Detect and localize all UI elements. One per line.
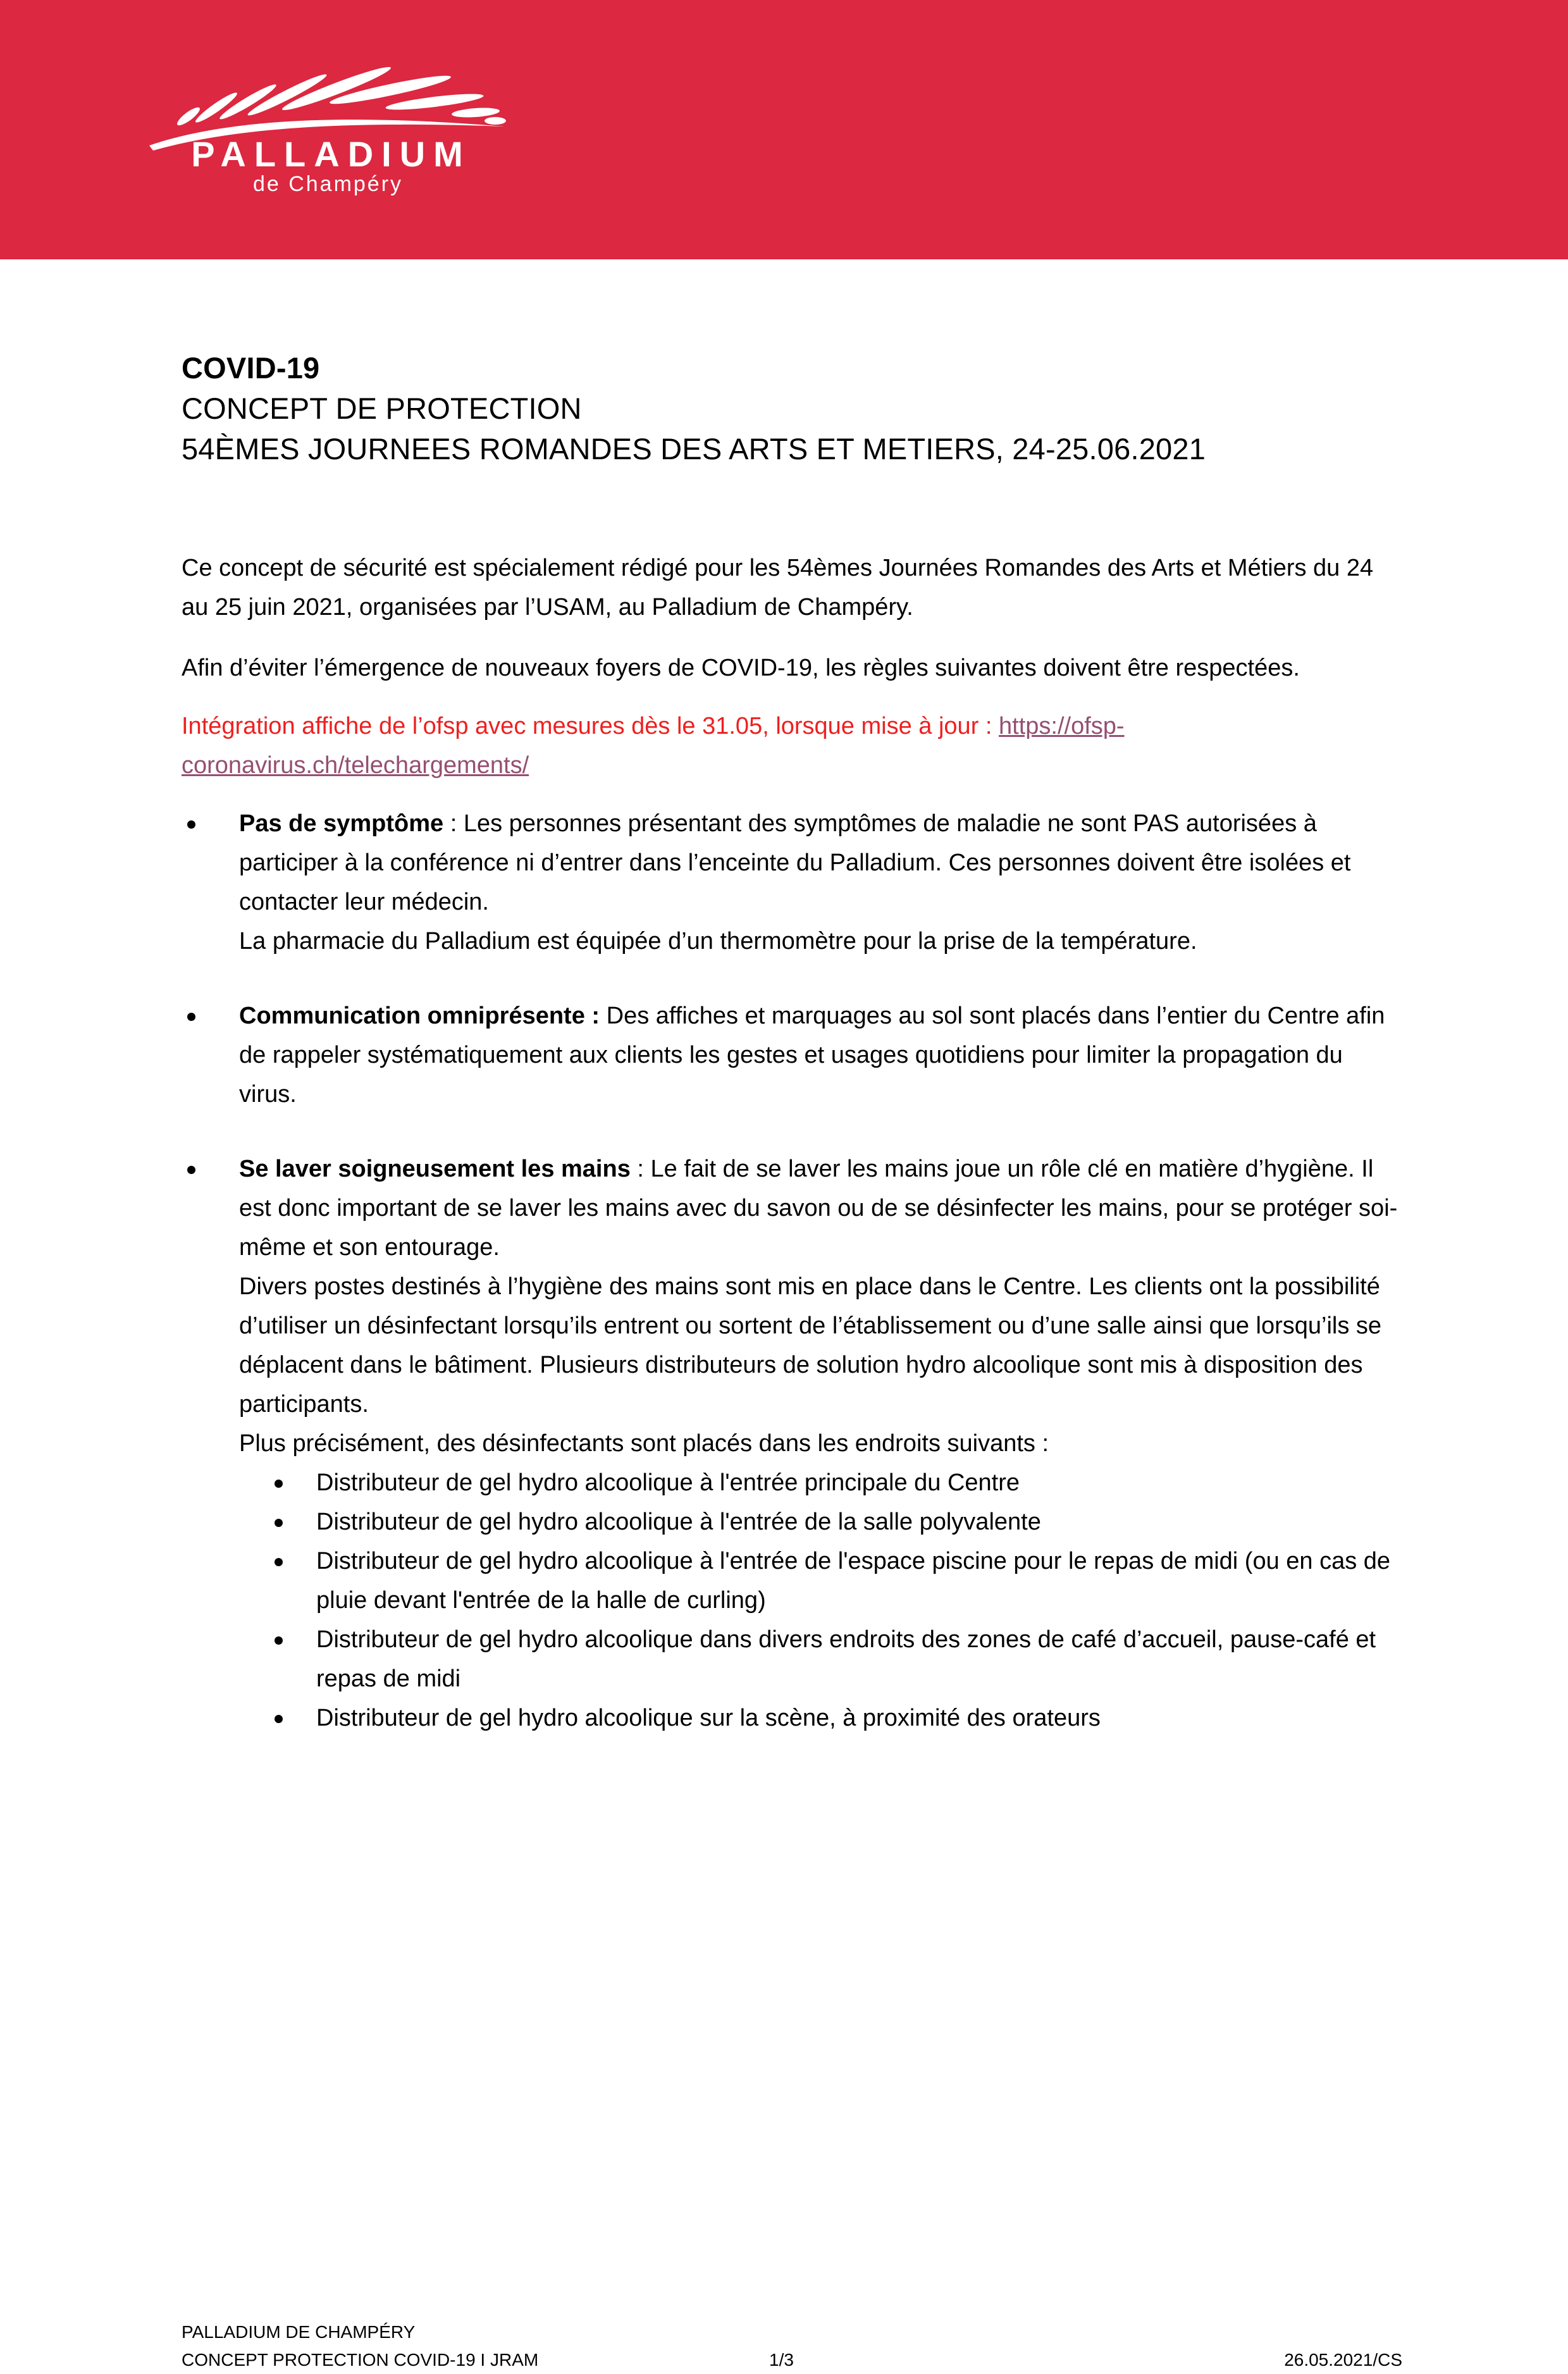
- page-title: [182, 348, 1402, 469]
- palladium-logo: [147, 49, 507, 196]
- title-line-event: 54ÈMES JOURNEES ROMANDES DES ARTS ET METIERS, 24-25.06.2021: [182, 432, 1206, 466]
- page-footer: [182, 2318, 1402, 2374]
- footer-row-2: [182, 2346, 1402, 2374]
- logo-subname: de Champéry: [252, 172, 404, 196]
- bullet-extra-line: La pharmacie du Palladium est équipée d’un thermomètre pour la prise de la température.: [239, 928, 1197, 955]
- list-item: Distributeur de gel hydro alcoolique sur la scène, à proximité des orateurs: [239, 1698, 1402, 1738]
- bullet-extra-line: Divers postes destinés à l’hygiène des mains sont mis en place dans le Centre. Les clients ont la possibilité d’utiliser un désinfectant lorsqu’ils entrent ou sortent de l’établissement ou d’une salle ainsi que lorsqu’ils se déplacent dans le bâtiment. Plusieurs distributeurs de solution hydro alcoolique sont mis à disposition des participants.: [239, 1273, 1382, 1418]
- list-item: Distributeur de gel hydro alcoolique à l'entrée de la salle polyvalente: [239, 1502, 1402, 1542]
- bullet-extra-line-2: Plus précisément, des désinfectants sont placés dans les endroits suivants :: [239, 1430, 1049, 1457]
- bullet-body-text: : Les personnes présentant des symptômes de maladie ne sont PAS autorisées à participer à la conférence ni d’entrer dans l’enceinte du Palladium. Ces personnes doivent être isolées et contacter leur médecin.: [239, 810, 1351, 915]
- bullet-body-text: Des affiches et marquages au sol sont placés dans l’entier du Centre afin de rappeler systématiquement aux clients les gestes et usages quotidiens pour limiter la propagation du virus.: [239, 1003, 1385, 1108]
- notice-paragraph: [182, 707, 1402, 785]
- title-line-concept: CONCEPT DE PROTECTION: [182, 392, 582, 425]
- list-item-no-symptoms: [182, 804, 1402, 961]
- footer-row-1: [182, 2318, 1402, 2346]
- logo-wordmark: PALLADIUM: [191, 134, 471, 174]
- footer-page-number: 1/3: [769, 2350, 794, 2370]
- list-item-communication: [182, 996, 1402, 1114]
- intro-paragraph-2: Afin d’éviter l’émergence de nouveaux foyers de COVID-19, les règles suivantes doivent être respectées.: [182, 655, 1300, 681]
- footer-date-author: 26.05.2021/CS: [1284, 2350, 1402, 2370]
- list-item: Distributeur de gel hydro alcoolique dans divers endroits des zones de café d’accueil, pause-café et repas de midi: [239, 1620, 1402, 1698]
- ofsp-download-link[interactable]: https://ofsp-coronavirus.ch/telechargements/: [182, 713, 1125, 779]
- rules-list: [182, 804, 1402, 1738]
- list-item-hand-washing: [182, 1149, 1402, 1738]
- bullet-lead-label: Pas de symptôme: [239, 810, 444, 837]
- bullet-lead-label: Communication omniprésente :: [239, 1003, 600, 1029]
- document-page: [0, 259, 1568, 2370]
- bullet-body-text: : Le fait de se laver les mains joue un rôle clé en matière d’hygiène. Il est donc important de se laver les mains avec du savon ou de se désinfecter les mains, pour se protéger soi-même et son entourage.: [239, 1156, 1398, 1261]
- list-item: Distributeur de gel hydro alcoolique à l'entrée de l'espace piscine pour le repas de midi (ou en cas de pluie devant l'entrée de la halle de curling): [239, 1542, 1402, 1620]
- dispenser-locations-list: [239, 1463, 1402, 1738]
- intro-paragraph-1: Ce concept de sécurité est spécialement rédigé pour les 54èmes Journées Romandes des Arts et Métiers du 24 au 25 juin 2021, organisées par l’USAM, au Palladium de Champéry.: [182, 555, 1374, 621]
- document-content: [182, 548, 1402, 1773]
- bullet-lead-label: Se laver soigneusement les mains: [239, 1156, 631, 1182]
- footer-document-title: CONCEPT PROTECTION COVID-19 I JRAM: [182, 2350, 539, 2370]
- header-band: [0, 0, 1568, 259]
- title-line-covid: COVID-19: [182, 351, 320, 385]
- list-item: Distributeur de gel hydro alcoolique à l'entrée principale du Centre: [239, 1463, 1402, 1502]
- footer-company-name: PALLADIUM DE CHAMPÉRY: [182, 2322, 416, 2342]
- notice-text: Intégration affiche de l’ofsp avec mesures dès le 31.05, lorsque mise à jour :: [182, 713, 999, 739]
